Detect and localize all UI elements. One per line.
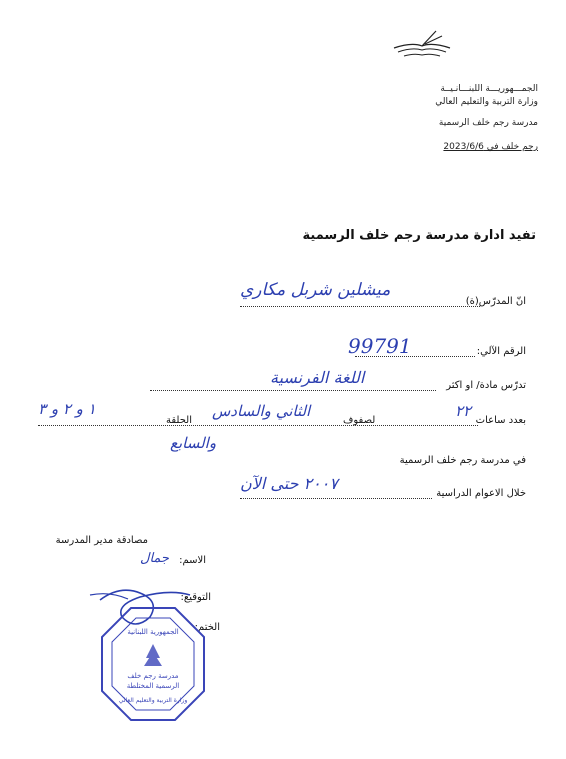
principal-name: جمال [140,551,169,566]
school-name: مدرسة رجم خلف الرسمية [438,118,538,128]
stamp-label: الختم: [194,622,220,633]
school-stamp [98,604,208,724]
cycle-value: ١ و ٢ و ٣ [38,400,96,418]
subject-label: تدرّس مادة/ او اكثر [446,380,526,391]
teacher-value: ميشلين شربل مكاري [240,280,391,300]
id-value: 99791 [348,334,412,358]
years-dots [240,498,432,499]
name-label: الاسم: [179,555,206,566]
cycle-label: الحلقة [166,415,193,426]
years-value: ٢٠٠٧ حتى الآن [240,474,338,493]
ministry-logo [392,28,452,62]
stamp-line-4: وزارة التربية والتعليم العالي [118,697,188,704]
date-line: رجم خلف في 2023/6/6 [443,142,538,152]
subject-value: اللغة الفرنسية [270,368,365,387]
classes-value-continued: والسابع [170,434,217,452]
stamp-line-2: مدرسة رجم خلف [127,672,179,680]
republic-name: الجمـــهوريـــة اللبنـــانـيــة [440,84,538,94]
id-label: الرقم الآلي: [476,346,526,357]
hours-label: بعدد ساعات [475,415,526,426]
ministry-name: وزارة التربية والتعليم العالي [435,97,538,107]
stamp-line-1: الجمهورية اللبنانية [127,628,179,636]
hours-dots [38,425,478,426]
teacher-label: انّ المدرّس(ة) [465,296,526,307]
hours-value: ٢٢ [455,402,472,420]
school-line: في مدرسة رجم خلف الرسمية [399,455,526,466]
classes-value: الثاني والسادس [212,402,311,420]
signature-label: التوقيع: [180,592,211,603]
classes-label: لصفوف [343,415,376,426]
years-label: خلال الاعوام الدراسية [436,488,526,499]
principal-approval-heading: مصادقة مدير المدرسة [55,535,148,546]
teacher-dots [240,306,480,307]
subject-dots [150,390,436,391]
stamp-line-3: الرسمية المختلطة [126,682,180,690]
page-title: تفيد ادارة مدرسة رجم خلف الرسمية [302,228,536,243]
